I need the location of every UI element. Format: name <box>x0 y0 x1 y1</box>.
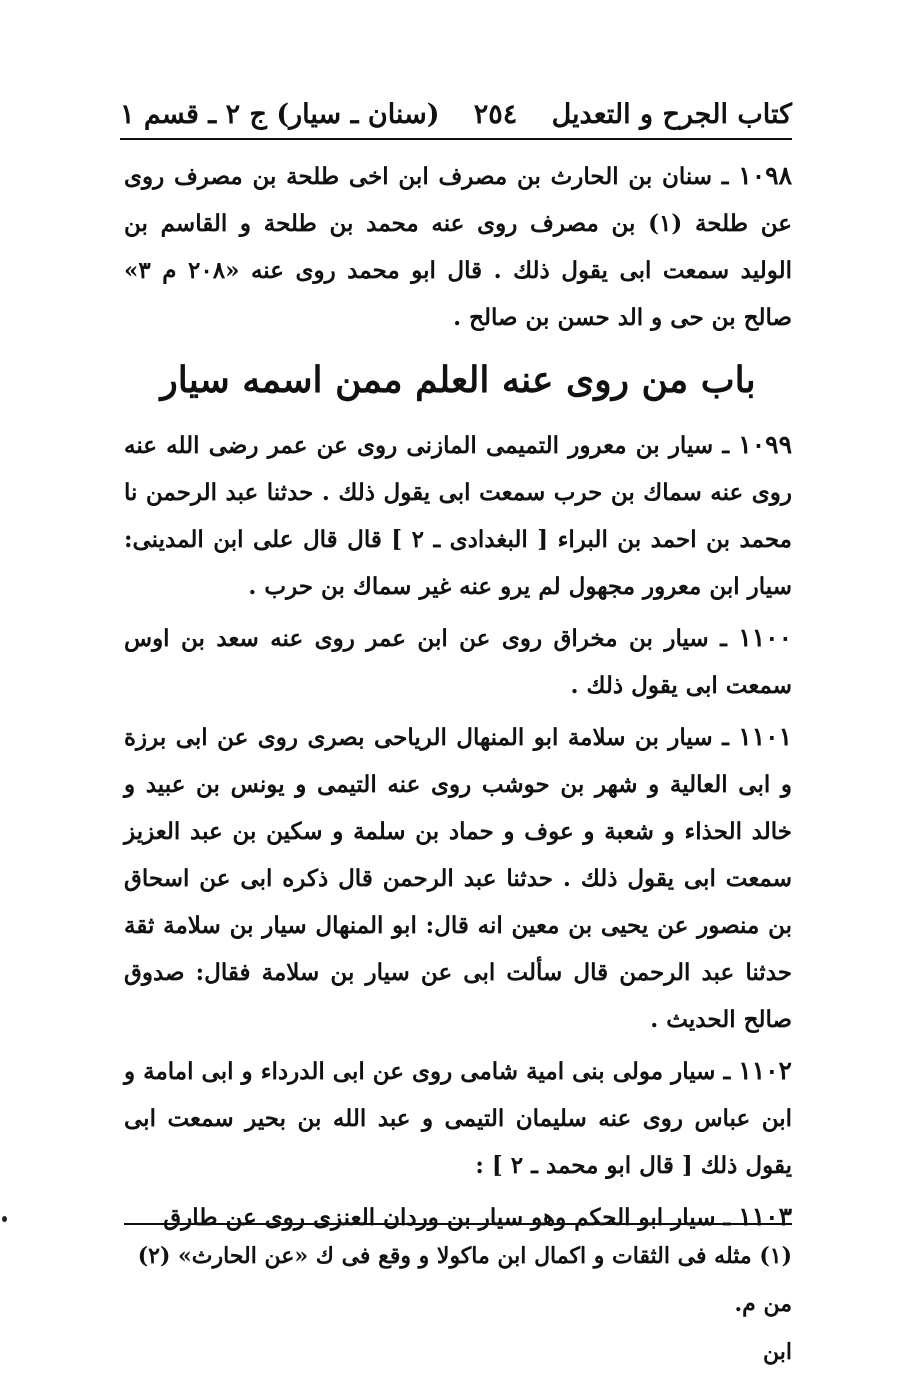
entry-1100 <box>124 614 792 709</box>
footnote-rule <box>124 1223 792 1225</box>
entry-number: ١١٠٣ <box>738 1202 792 1231</box>
entry-1099 <box>124 421 792 610</box>
entry-number: ١١٠٠ <box>738 623 792 652</box>
entry-number: ١١٠٢ <box>738 1056 792 1085</box>
page-number: ٢٥٤ <box>473 99 518 130</box>
chapter-heading: باب من روى عنه العلم ممن اسمه سيار <box>160 359 756 401</box>
main-text <box>124 152 792 1245</box>
entry-text: ـ سيار بن مخراق روى عن ابن عمر روى عنه سعد بن اوس سمعت ابى يقول ذلك . <box>124 625 792 699</box>
footnote-continuation: ابن <box>763 1339 792 1365</box>
entry-1101 <box>124 713 792 1043</box>
book-title: كتاب الجرح و التعديل <box>551 99 792 130</box>
entry-1098 <box>124 152 792 341</box>
entry-number: ١١٠١ <box>738 722 792 751</box>
entry-text: ـ سيار بن معرور التميمى المازنى روى عن عمر رضى الله عنه روى عنه سماك بن حرب سمعت ابى يقول ذلك . حدثنا عبد الرحمن نا محمد بن احمد بن البراء [ البغدادى ـ ٢ ] قال قال على ابن المدينى: سيار ابن معرور مجهول لم يرو عنه غير سماك بن حرب . <box>124 432 792 600</box>
entry-number: ١٠٩٩ <box>738 430 792 459</box>
running-header <box>120 78 792 130</box>
header-rule <box>120 138 792 140</box>
footnote <box>124 1232 792 1376</box>
entry-text: ـ سيار مولى بنى امية شامى روى عن ابى الدرداء و ابى امامة و ابن عباس روى عنه سليمان التيمى و عبد الله بن بحير سمعت ابى يقول ذلك [ قال ابو محمد ـ ٢ ] : <box>124 1058 792 1179</box>
entry-text: ـ سيار بن سلامة ابو المنهال الرياحى بصرى روى عن ابى برزة و ابى العالية و شهر بن حوشب روى عنه التيمى و يونس بن عبيد و خالد الحذاء و شعبة و عوف و حماد بن سلمة و سكين بن عبد العزيز سمعت ابى يقول ذلك . حدثنا عبد الرحمن قال ذكره ابى عن اسحاق بن منصور عن يحيى بن معين انه قال: ابو المنهال سيار بن سلامة ثقة حدثنا عبد الرحمن قال سألت ابى عن سيار بن سلامة فقال: صدوق صالح الحديث . <box>124 724 792 1033</box>
footnote-text: (١) مثله فى الثقات و اكمال ابن ماكولا و وقع فى ك «عن الحارث» (٢) من م. <box>137 1243 792 1317</box>
entry-text: ـ سيار ابو الحكم وهو سيار بن وردان العنزى روى عن طارق <box>163 1204 731 1231</box>
entry-1102 <box>124 1047 792 1189</box>
section-range: (سنان ـ سيار) ج ٢ ـ قسم ١ <box>120 99 440 130</box>
entry-text: ـ سنان بن الحارث بن مصرف ابن اخى طلحة بن مصرف روى عن طلحة (١) بن مصرف روى عنه محمد بن طلحة و القاسم بن الوليد سمعت ابى يقول ذلك . قال ابو محمد روى عنه «٢٠٨ م ٣» صالح بن حى و الد حسن بن صالح . <box>124 163 792 331</box>
scan-speck <box>2 1216 7 1222</box>
entry-number: ١٠٩٨ <box>738 161 792 190</box>
